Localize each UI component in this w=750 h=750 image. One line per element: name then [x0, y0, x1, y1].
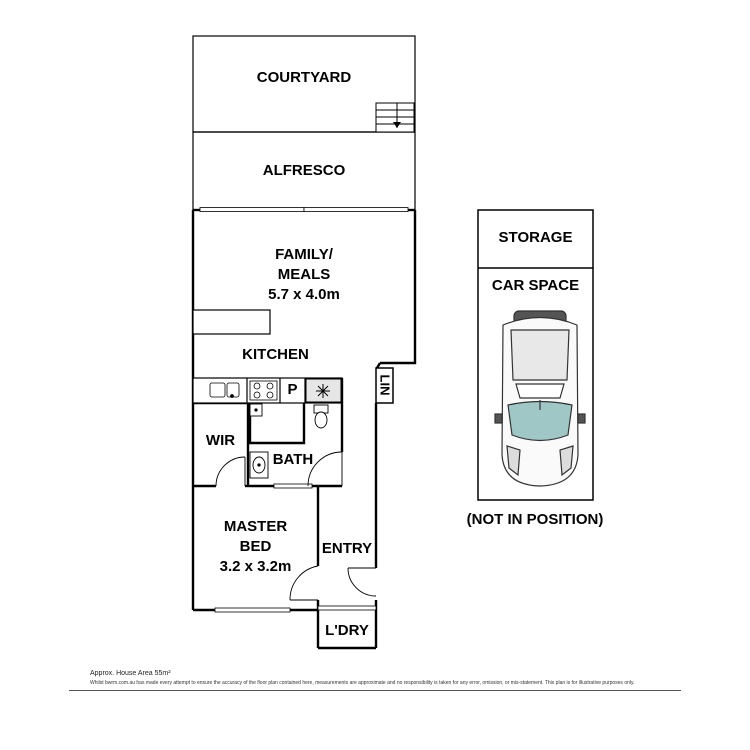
courtyard-label: COURTYARD: [256, 69, 352, 86]
basin-icon: [250, 452, 268, 478]
alfresco-label: ALFRESCO: [262, 162, 346, 179]
wir-label: WIR: [205, 432, 236, 449]
master-bed-dims: 3.2 x 3.2m: [219, 558, 292, 575]
pantry-label: P: [287, 381, 298, 398]
house-area-note: Approx. House Area 55m²: [90, 670, 171, 677]
kitchen-label: KITCHEN: [242, 346, 309, 363]
footer-divider: [69, 690, 681, 691]
family-meals-label: [193, 245, 415, 305]
fridge-icon: [316, 384, 330, 398]
entry-door: [348, 568, 376, 596]
car-space-label: CAR SPACE: [491, 277, 580, 294]
car-icon: [495, 311, 585, 486]
storage-label: STORAGE: [498, 229, 573, 246]
family-meals-name-line1: FAMILY/: [275, 246, 333, 263]
family-meals-dims: 5.7 x 4.0m: [268, 286, 340, 303]
entry-label: ENTRY: [321, 540, 373, 557]
toilet-icon: [314, 405, 328, 428]
lin-label: LIN: [377, 374, 393, 396]
disclaimer-text: Whilst bwrm.com.au has made every attempt to ensure the accuracy of the floor plan contained here, measurements are approximate and no responsibility is taken for any error, omission, or mis-statement. This plan is for illustrative purposes only.: [90, 680, 635, 686]
courtyard-steps: [376, 103, 414, 132]
wir-door: [216, 457, 245, 486]
master-bed-name-line2: BED: [239, 538, 272, 555]
master-bed-name-line1: MASTER: [223, 518, 288, 535]
laundry-label: L'DRY: [325, 622, 369, 639]
bath-fixture-icon: [250, 404, 262, 416]
family-meals-name-line2: MEALS: [277, 266, 331, 283]
car-note-label: (NOT IN POSITION): [466, 511, 604, 528]
master-bed-label: [193, 517, 318, 577]
bath-label: BATH: [272, 451, 314, 468]
